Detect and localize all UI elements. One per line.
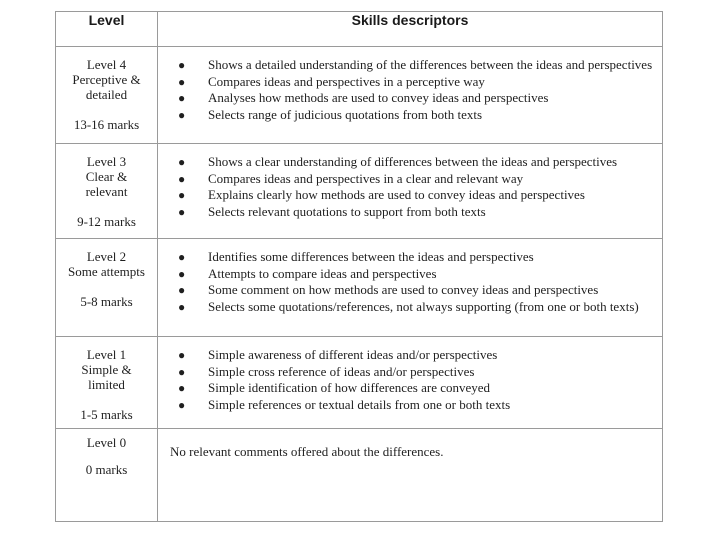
level-marks: 9-12 marks bbox=[77, 214, 136, 229]
header-level bbox=[56, 12, 158, 47]
level-title bbox=[56, 337, 157, 392]
level-line: limited bbox=[88, 377, 125, 392]
descriptor-item: ● Simple awareness of different ideas and/or perspectives bbox=[178, 347, 498, 362]
bullet-icon: ● bbox=[178, 107, 186, 122]
descriptor-item: ● Explains clearly how methods are used to convey ideas and perspectives bbox=[178, 187, 585, 202]
level-line: Level 0 bbox=[86, 435, 127, 450]
descriptor-item: ● Simple references or textual details from one or both texts bbox=[178, 396, 511, 412]
header-descriptors-text: Skills descriptors bbox=[351, 12, 469, 28]
descriptors-cell bbox=[158, 429, 663, 522]
descriptor-item: ● Shows a clear understanding of differences between the ideas and perspectives bbox=[178, 154, 618, 169]
bullet-icon: ● bbox=[178, 348, 186, 362]
level-cell bbox=[56, 144, 158, 239]
level-cell bbox=[56, 47, 158, 144]
table-row-level-0 bbox=[56, 429, 663, 522]
level-line: Some attempts bbox=[68, 264, 145, 279]
bullet-icon: ● bbox=[178, 299, 186, 314]
bullet-icon: ● bbox=[178, 58, 186, 72]
table-header-row bbox=[56, 12, 663, 47]
descriptor-item: ● Analyses how methods are used to convey ideas and perspectives bbox=[178, 90, 549, 105]
descriptor-item: ● Simple identification of how differences are conveyed bbox=[178, 380, 491, 395]
level-cell bbox=[56, 337, 158, 429]
descriptor-item: ● Selects range of judicious quotations from both texts bbox=[178, 106, 483, 122]
level-title bbox=[56, 144, 157, 199]
level-title bbox=[56, 429, 157, 450]
descriptor-list bbox=[158, 239, 662, 315]
bullet-icon: ● bbox=[178, 381, 186, 395]
level-line: Level 2 bbox=[86, 249, 127, 264]
bullet-icon: ● bbox=[178, 155, 186, 169]
descriptor-list bbox=[158, 337, 662, 413]
level-line: Level 4 bbox=[86, 57, 127, 72]
table-row-level-1 bbox=[56, 337, 663, 429]
descriptors-cell bbox=[158, 337, 663, 429]
descriptor-item: ● Selects some quotations/references, not always supporting (from one or both texts) bbox=[178, 298, 639, 314]
level-title bbox=[56, 239, 157, 279]
descriptors-cell bbox=[158, 239, 663, 337]
bullet-icon: ● bbox=[178, 364, 186, 379]
bullet-icon: ● bbox=[178, 266, 186, 281]
level-cell bbox=[56, 239, 158, 337]
level-line: detailed bbox=[85, 87, 128, 102]
level-line: Clear & bbox=[85, 169, 128, 184]
descriptor-item: ● Simple cross reference of ideas and/or perspectives bbox=[178, 363, 475, 379]
bullet-icon: ● bbox=[178, 91, 186, 105]
descriptor-list bbox=[158, 47, 662, 123]
no-comment-text: No relevant comments offered about the differences. bbox=[170, 444, 444, 459]
level-line: Simple & bbox=[81, 362, 132, 377]
descriptor-item: ● Compares ideas and perspectives in a clear and relevant way bbox=[178, 170, 524, 186]
level-marks: 1-5 marks bbox=[80, 407, 133, 422]
descriptor-item: ● Selects relevant quotations to support from both texts bbox=[178, 203, 486, 219]
bullet-icon: ● bbox=[178, 283, 186, 297]
level-cell bbox=[56, 429, 158, 522]
descriptor-item: ● Attempts to compare ideas and perspectives bbox=[178, 265, 437, 281]
table-row-level-4 bbox=[56, 47, 663, 144]
bullet-icon: ● bbox=[178, 74, 186, 89]
level-marks: 13-16 marks bbox=[73, 117, 140, 132]
bullet-icon: ● bbox=[178, 397, 186, 412]
descriptor-item: ● Compares ideas and perspectives in a perceptive way bbox=[178, 73, 485, 89]
level-title bbox=[56, 47, 157, 102]
level-marks: 5-8 marks bbox=[80, 294, 133, 309]
level-line: Perceptive & bbox=[72, 72, 141, 87]
bullet-icon: ● bbox=[178, 204, 186, 219]
table-row-level-2 bbox=[56, 239, 663, 337]
level-line: Level 3 bbox=[86, 154, 127, 169]
bullet-icon: ● bbox=[178, 171, 186, 186]
level-line: relevant bbox=[85, 184, 128, 199]
level-marks: 0 marks bbox=[85, 462, 128, 477]
descriptors-cell bbox=[158, 47, 663, 144]
descriptors-cell bbox=[158, 144, 663, 239]
mark-scheme-table bbox=[55, 11, 663, 522]
descriptor-list bbox=[158, 144, 662, 220]
header-level-text: Level bbox=[88, 12, 125, 28]
descriptor-item: ● Some comment on how methods are used to convey ideas and perspectives bbox=[178, 282, 599, 297]
bullet-icon: ● bbox=[178, 250, 186, 264]
table-row-level-3 bbox=[56, 144, 663, 239]
header-skills-descriptors bbox=[158, 12, 663, 47]
descriptor-item: ● Identifies some differences between the ideas and perspectives bbox=[178, 249, 534, 264]
bullet-icon: ● bbox=[178, 188, 186, 202]
level-line: Level 1 bbox=[86, 347, 127, 362]
descriptor-item: ● Shows a detailed understanding of the differences between the ideas and perspectives bbox=[178, 57, 653, 72]
